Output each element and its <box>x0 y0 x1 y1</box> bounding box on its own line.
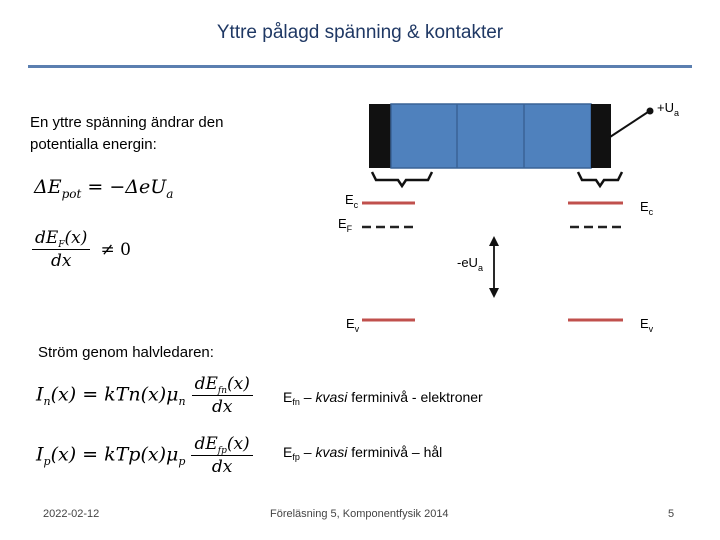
right-contact-brace <box>578 172 622 186</box>
footer-page-number: 5 <box>668 508 675 520</box>
ev-left-label: $E_v$ <box>346 316 360 334</box>
intro-line-2: potentialla energin: <box>30 136 157 153</box>
voltage-terminal <box>647 108 654 115</box>
equation-hole-current: $I_p(x) = kTp(x)\mu_p$ $\frac{dE_{fp}(x)}{dx}$ <box>36 434 253 477</box>
ef-left-label: $E_F$ <box>338 216 353 234</box>
ec-right-label: $E_c$ <box>640 199 654 217</box>
current-heading: Ström genom halvledaren: <box>38 344 214 361</box>
ec-left-label: $E_c$ <box>345 192 359 210</box>
desc-hole-quasi-fermi: $E_{fp}$ – kvasi ferminivå – hål <box>283 444 443 462</box>
equation-electron-current: $I_n(x) = kTn(x)\mu_n$ $\frac{dE_{fn}(x)}{dx}$ <box>36 374 253 417</box>
footer-date: 2022-02-12 <box>43 508 100 520</box>
left-contact-brace <box>372 172 432 186</box>
intro-line-1: En yttre spänning ändrar den <box>30 114 224 131</box>
right-contact <box>591 104 611 168</box>
left-contact <box>369 104 391 168</box>
eua-arrow-head-up <box>489 236 499 246</box>
ua-label: $+U_a$ <box>657 100 679 118</box>
desc-electron-quasi-fermi: $E_{fn}$ – kvasi ferminivå - elektroner <box>283 389 483 407</box>
semiconductor-body <box>391 104 591 168</box>
eua-arrow-head-down <box>489 288 499 298</box>
ev-right-label: $E_v$ <box>640 316 654 334</box>
equation-potential-energy: $\Delta E_{pot} = -\Delta eU_a$ <box>34 176 174 201</box>
slide-title: Yttre pålagd spänning & kontakter <box>216 22 504 43</box>
eua-label: $-eU_a$ <box>457 255 483 273</box>
footer-course: Föreläsning 5, Komponentfysik 2014 <box>270 508 449 520</box>
equation-fermi-gradient: $\frac{dE_F(x)}{dx}$ ≠ 0 <box>32 228 131 271</box>
voltage-lead <box>610 112 648 137</box>
